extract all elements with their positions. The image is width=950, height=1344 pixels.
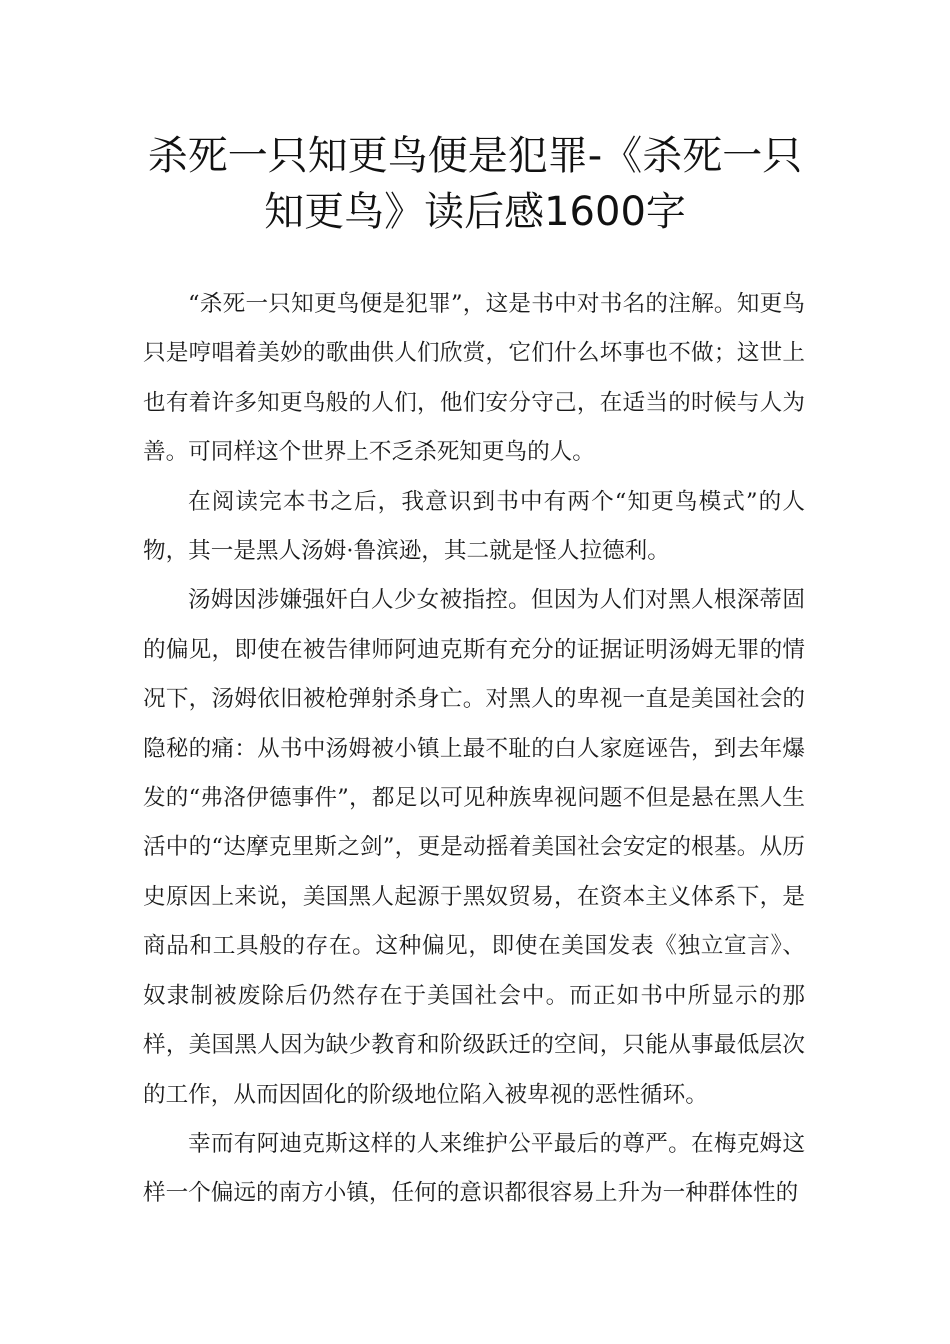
paragraph-1: “杀死一只知更鸟便是犯罪”，这是书中对书名的注解。知更鸟只是哼唱着美妙的歌曲供人们欣赏，它们什么坏事也不做；这世上也有着许多知更鸟般的人们，他们安分守己，在适当的时候与人为善。可同样这个世界上不乏杀死知更鸟的人。 — [143, 291, 805, 466]
document-title — [130, 128, 820, 240]
paragraph-2: 在阅读完本书之后，我意识到书中有两个“知更鸟模式”的人物，其一是黑人汤姆·鲁滨逊，其二就是怪人拉德利。 — [143, 488, 805, 565]
title-line-1: 杀死一只知更鸟便是犯罪-《杀死一只 — [147, 133, 803, 179]
document-body — [143, 280, 805, 1219]
paragraph-3: 汤姆因涉嫌强奸白人少女被指控。但因为人们对黑人根深蒂固的偏见，即使在被告律师阿迪克斯有充分的证据证明汤姆无罪的情况下，汤姆依旧被枪弹射杀身亡。对黑人的卑视一直是美国社会的隐秘的痛：从书中汤姆被小镇上最不耻的白人家庭诬告，到去年爆发的“弗洛伊德事件”，都足以可见种族卑视问题不但是悬在黑人生活中的“达摩克里斯之剑”，更是动摇着美国社会安定的根基。从历史原因上来说，美国黑人起源于黑奴贸易，在资本主义体系下，是商品和工具般的存在。这种偏见，即使在美国发表《独立宣言》、奴隶制被废除后仍然存在于美国社会中。而正如书中所显示的那样，美国黑人因为缺少教育和阶级跃迁的空间，只能从事最低层次的工作，从而因固化的阶级地位陷入被卑视的恶性循环。 — [143, 587, 805, 1108]
title-line-2: 知更鸟》读后感1600字 — [264, 189, 686, 235]
paragraph-4: 幸而有阿迪克斯这样的人来维护公平最后的尊严。在梅克姆这样一个偏远的南方小镇，任何的意识都很容易上升为一种群体性的 — [143, 1130, 805, 1207]
